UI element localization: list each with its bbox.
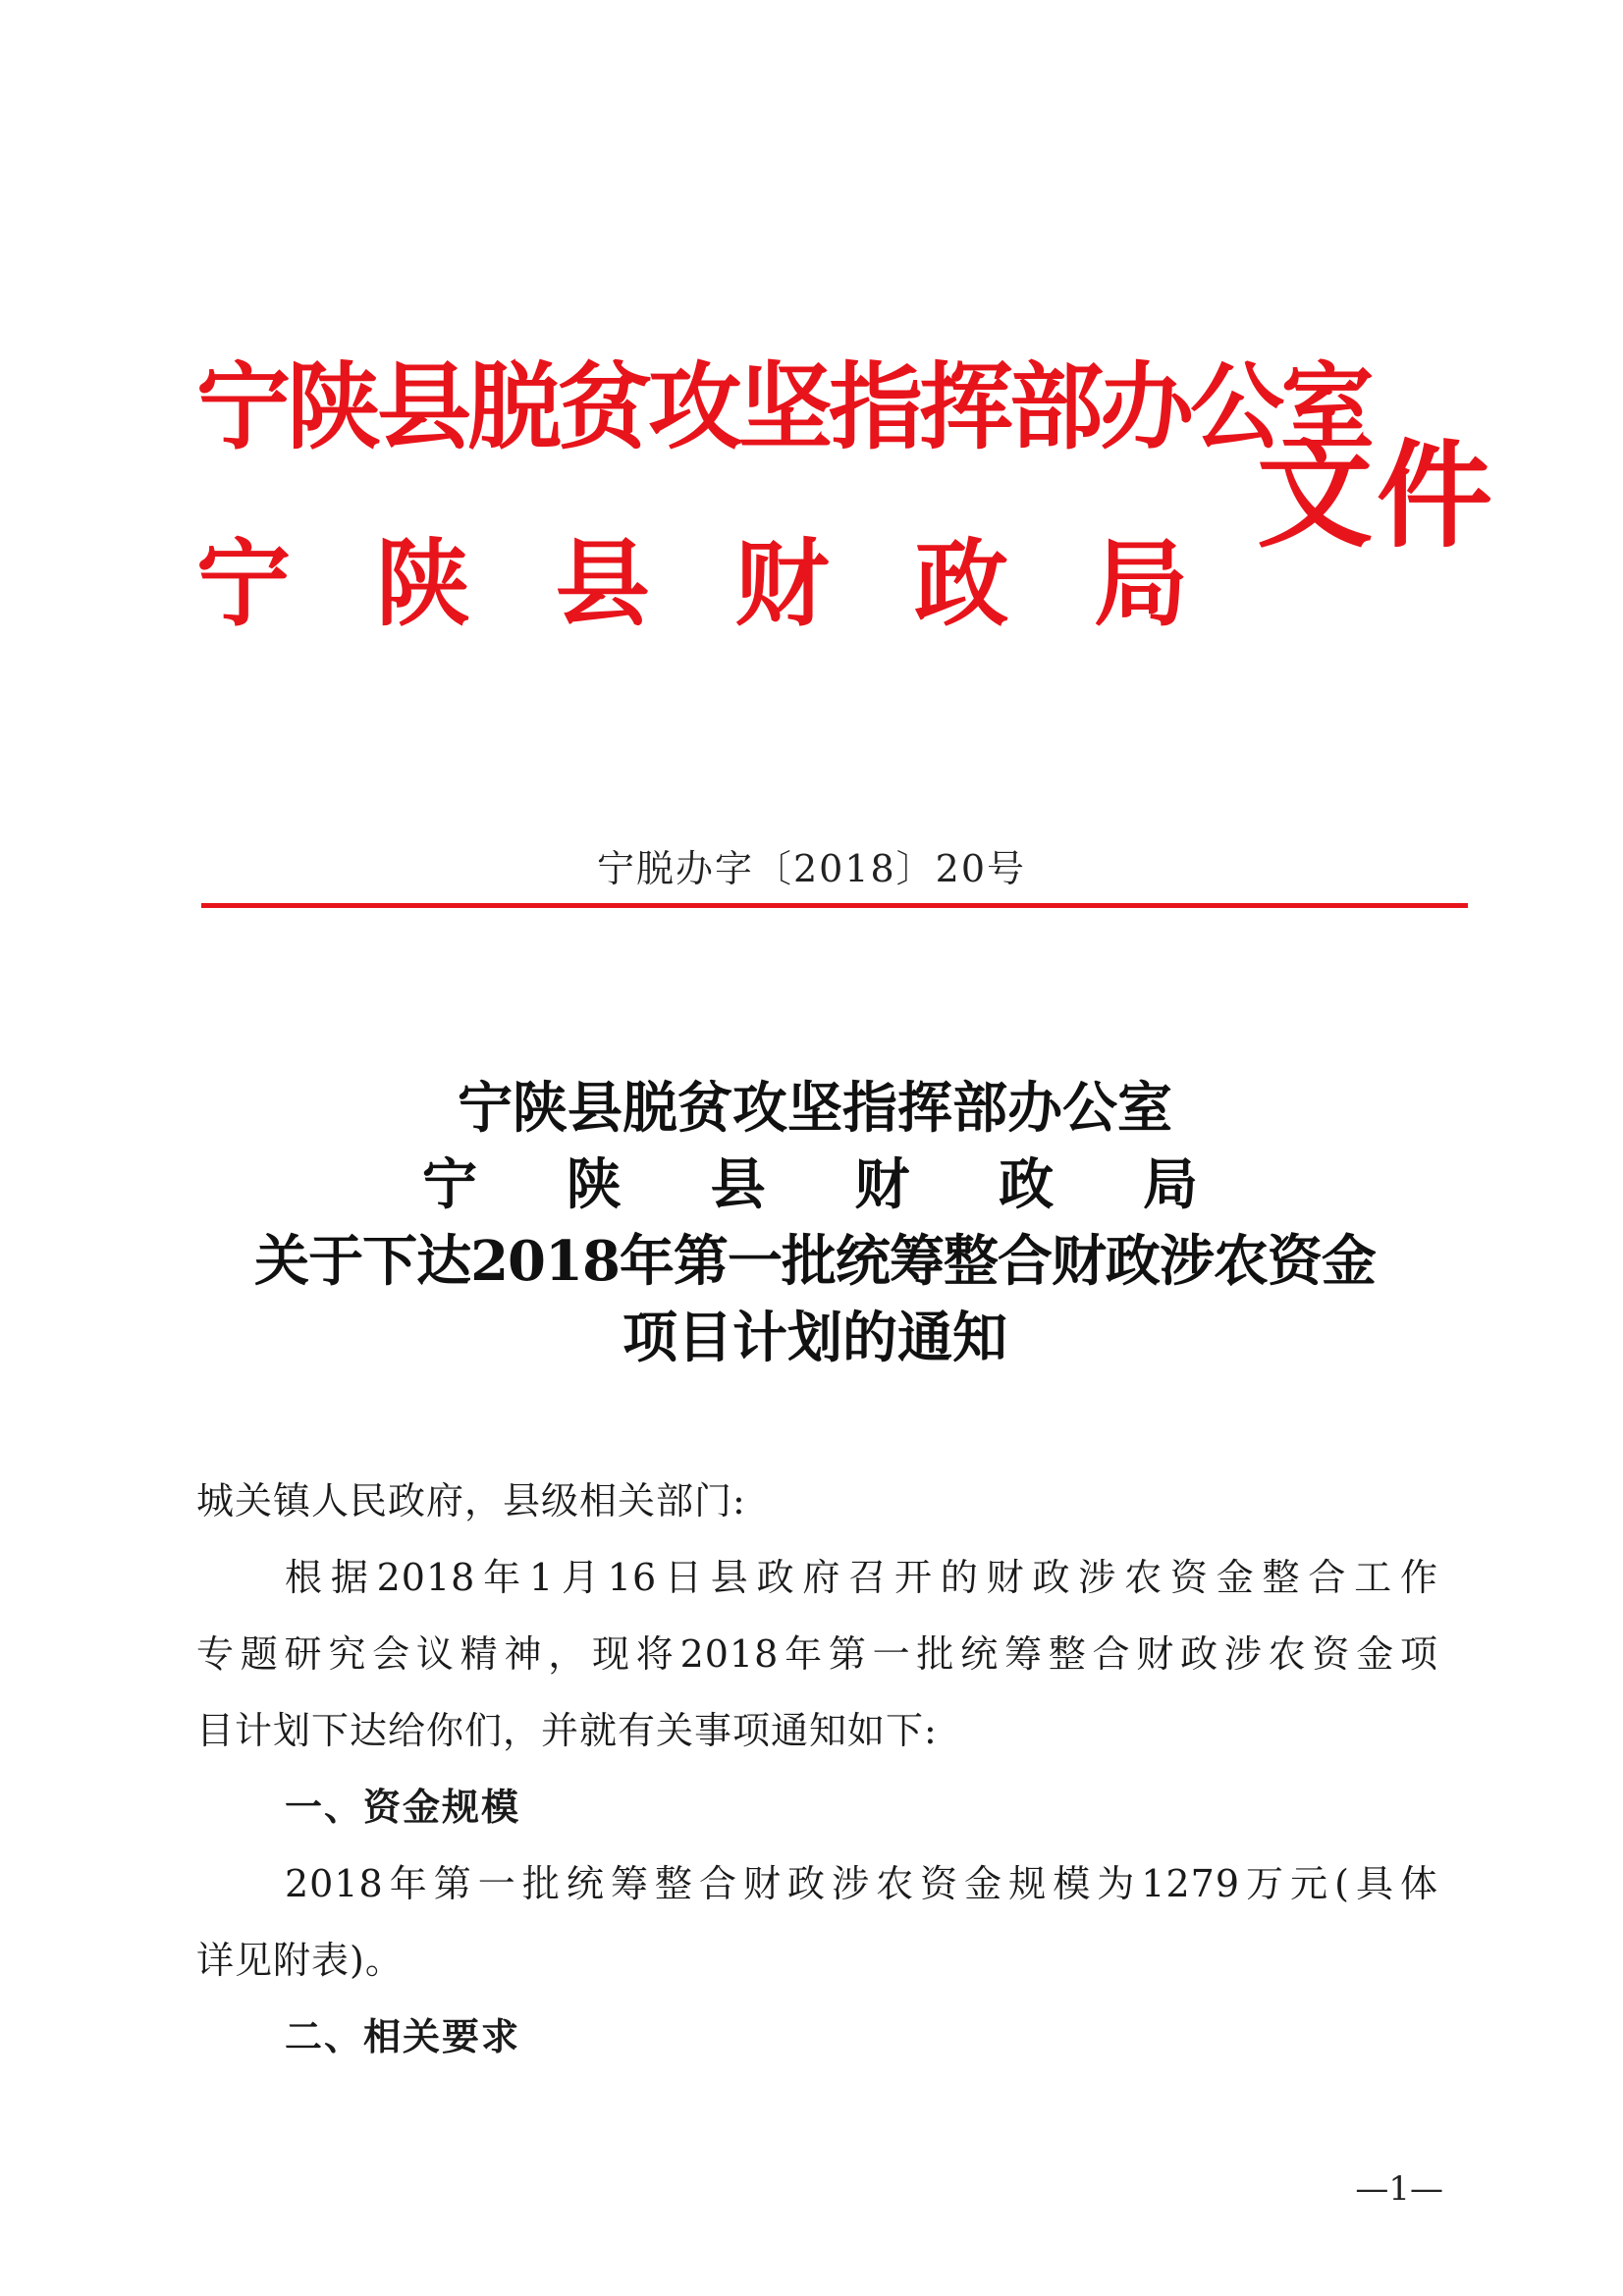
title-line-4: 项目计划的通知 xyxy=(622,1306,1007,1370)
paragraph-1-line-2: 专题研究会议精神，现将2018年第一批统筹整合财政涉农资金项 xyxy=(196,1632,1438,1676)
issuer-char: 政 xyxy=(914,528,1009,639)
page-number: —1— xyxy=(1355,2169,1443,2209)
issuer-name-line-2 xyxy=(196,520,1188,648)
paragraph-2-line-2: 详见附表)。 xyxy=(196,1939,404,1982)
title-line-2 xyxy=(422,1147,1198,1223)
red-separator-line xyxy=(201,903,1468,908)
paragraph-1-line-1: 根据2018年1月16日县政府召开的财政涉农资金整合工作 xyxy=(285,1556,1438,1599)
issuer-name-line-1: 宁陕县脱贫攻坚指挥部办公室 xyxy=(196,351,1371,462)
title-char: 陕 xyxy=(566,1152,622,1217)
title-char: 政 xyxy=(999,1152,1055,1217)
issuer-char: 县 xyxy=(555,528,650,639)
title-char: 县 xyxy=(710,1152,766,1217)
document-number: 宁脱办字〔2018〕20号 xyxy=(596,847,1027,890)
title-line-1: 宁陕县脱贫攻坚指挥部办公室 xyxy=(458,1076,1172,1141)
addressee: 城关镇人民政府，县级相关部门: xyxy=(196,1479,746,1522)
issuer-char: 陕 xyxy=(375,528,470,639)
issuer-char: 财 xyxy=(734,528,830,639)
section-heading-1: 一、资金规模 xyxy=(285,1786,521,1829)
section-heading-2: 二、相关要求 xyxy=(285,2015,521,2058)
title-line-3: 关于下达2018年第一批统筹整合财政涉农资金 xyxy=(254,1229,1376,1294)
document-type-label: 文件 xyxy=(1257,427,1497,563)
issuer-char: 宁 xyxy=(196,528,291,639)
title-char: 局 xyxy=(1142,1152,1198,1217)
paragraph-1-line-3: 目计划下达给你们，并就有关事项通知如下: xyxy=(196,1709,938,1752)
issuer-char: 局 xyxy=(1093,528,1188,639)
title-char: 财 xyxy=(854,1152,910,1217)
paragraph-2-line-1: 2018年第一批统筹整合财政涉农资金规模为1279万元(具体 xyxy=(285,1862,1438,1905)
title-char: 宁 xyxy=(422,1152,477,1217)
